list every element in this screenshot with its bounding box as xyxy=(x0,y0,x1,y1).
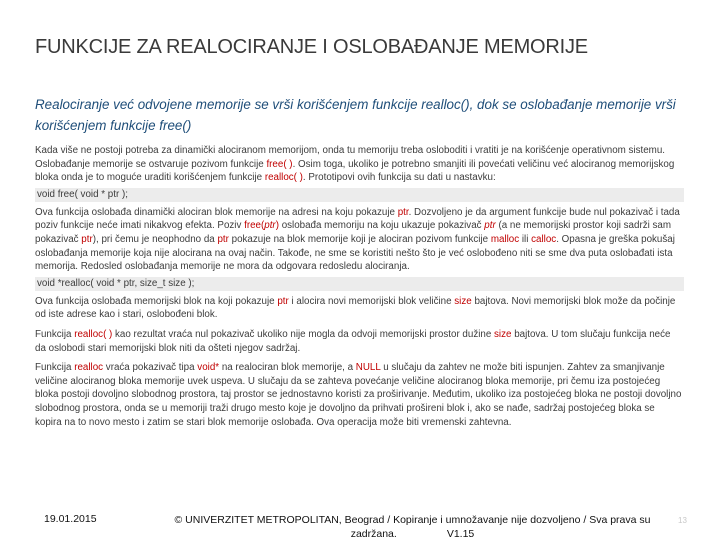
text-segment: ), pri čemu je neophodno da xyxy=(92,233,218,245)
text-segment: pokazuje na blok memorije koji je alociran pozivom funkcije xyxy=(228,233,491,245)
paragraph-free-realloc-intro xyxy=(35,144,684,185)
keyword-malloc: malloc xyxy=(490,233,520,245)
text-segment: kao rezultat vraća nul pokazivač ukoliko nije mogla da odvoji memorijski prostor dužine xyxy=(112,328,495,340)
text-segment: Kada više ne postoji potreba za dinamički alociranom memorijom, onda tu memoriju treba osloboditi i vratiti je na korišćenje operativnom sistemu. Oslobađanje memorije se ostvaruje pozivom funkcije xyxy=(35,145,666,170)
text-segment: (a ne memorijski prostor koji sadrži sam pokazivač xyxy=(35,220,672,245)
text-segment: bajtova. U tom slučaju funkcija neće da oslobodi stari memorijski blok niti da ošteti njegov sadržaj. xyxy=(35,328,671,354)
text-segment: bajtova. Novi memorijski blok može da počinje od iste adrese kao i stari, oslobođeni blok. xyxy=(35,295,676,321)
page-number: 13 xyxy=(678,516,687,525)
text-segment: . Dozvoljeno je da argument funkcije bude nul pokazivač i tada poziv funkcije neće imati nikakvog efekta. Poziv xyxy=(35,206,680,232)
text-segment: vraća pokazivač tipa xyxy=(103,362,198,374)
keyword-free: free( xyxy=(244,220,265,232)
paragraph-realloc-failure xyxy=(35,328,684,355)
keyword-size: size xyxy=(454,295,472,307)
paragraph-realloc-behavior xyxy=(35,361,684,429)
text-segment: . Opasna je greška pokušaj oslobađanja memorije koja nije alocirana na ovaj način. Takođe, ne sme se koristiti nešto što je već oslobođeno niti se sme dva puta oslobađati ista memorija. Redosled oslobađanja memorije ne mora da odgovara redosledu alociranja. xyxy=(35,233,675,273)
keyword-realloc: realloc( ) xyxy=(74,328,113,340)
slide-footer xyxy=(0,511,720,541)
keyword-ptr: ptr xyxy=(81,233,93,245)
text-segment: . Osim toga, ukoliko je potrebno smanjiti ili povećati veličinu već alociranog memorijskog bloka onda je to moguće uraditi korišćenjem funkcije xyxy=(35,158,675,184)
code-realloc-prototype: void *realloc( void * ptr, size_t size ); xyxy=(35,277,684,291)
text-segment: . Prototipovi ovih funkcija su dati u nastavku: xyxy=(302,172,496,184)
footer-version: V1.15 xyxy=(446,528,475,540)
text-segment: oslobađa memoriju na koju ukazuje pokazivač xyxy=(278,220,485,232)
text-segment: na realociran blok memorije, a xyxy=(219,362,356,374)
keyword-paren: ) xyxy=(275,220,279,232)
keyword-ptr: ptr xyxy=(217,233,229,245)
keyword-realloc: realloc( ) xyxy=(264,172,303,184)
paragraph-realloc-description xyxy=(35,295,684,322)
text-segment: i alocira novi memorijski blok veličine xyxy=(288,295,455,307)
text-segment: Ova funkcija oslobađa dinamički alociran blok memorije na adresi na koju pokazuje xyxy=(35,206,398,218)
text-segment: u slučaju da zahtev ne može biti ispunjen. Zahtev za smanjivanje veličine alociranog bloka memorije uvek uspeva. U slučaju da se zahteva povećanje veličine alociranog bloka memorije, pri čemu iza postojećeg bloka postoji dovoljno slobodnog prostora, taj prostor se jednostavno koristi za proširivanje. Međutim, ukoliko iza postojećeg bloka ne postoji dovoljno slobodnog prostora, onda se u memoriji traži drugo mesto koje je dovoljno da prihvati prošireni blok i, ako se nađe, sadržaj postojećeg bloka se kopira na to novo mesto i zatim se stari blok memorije oslobađa. Ova operacija može biti vremenski zahtevna. xyxy=(35,362,682,428)
keyword-free: free( ) xyxy=(266,158,293,170)
footer-date: 19.01.2015 xyxy=(44,513,97,525)
slide-subtitle: Realociranje već odvojene memorije se vrši korišćenjem funkcije realloc(), dok se oslobađanje memorije vrši korišćenjem funkcije free() xyxy=(35,97,676,133)
text-segment: Funkcija xyxy=(35,328,75,340)
paragraph-free-description xyxy=(35,206,684,274)
keyword-ptr: ptr xyxy=(484,220,496,232)
keyword-size: size xyxy=(494,328,512,340)
text-segment: Ova funkcija oslobađa memorijski blok na koji pokazuje xyxy=(35,295,278,307)
text-segment: ili xyxy=(519,233,532,245)
keyword-ptr: ptr xyxy=(277,295,289,307)
keyword-calloc: calloc xyxy=(531,233,557,245)
keyword-ptr: ptr xyxy=(397,206,409,218)
code-free-prototype: void free( void * ptr ); xyxy=(35,188,684,202)
footer-copyright: © UNIVERZITET METROPOLITAN, Beograd / Kopiranje i umnožavanje nije dozvoljeno / Sva prava su zadržana. xyxy=(174,514,651,540)
keyword-ptr: ptr xyxy=(264,220,276,232)
keyword-void-pointer: void* xyxy=(197,362,220,374)
keyword-realloc: realloc xyxy=(74,362,104,374)
text-segment: Funkcija xyxy=(35,362,75,374)
slide-title: FUNKCIJE ZA REALOCIRANJE I OSLOBAĐANJE MEMORIJE xyxy=(35,36,588,58)
keyword-null: NULL xyxy=(355,362,381,374)
slide-content xyxy=(35,144,684,429)
footer-copyright-block xyxy=(140,513,685,541)
